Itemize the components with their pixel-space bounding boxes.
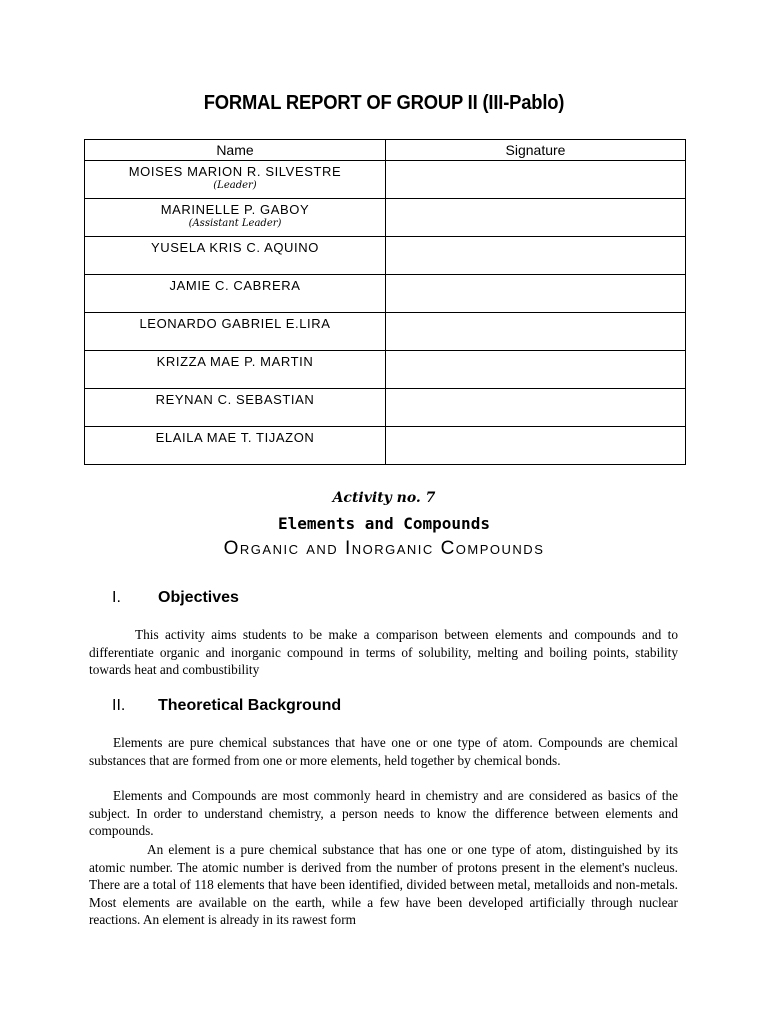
table-row [85,237,686,275]
signature-cell [386,199,686,237]
member-name-cell [85,389,386,427]
member-name: LEONARDO GABRIEL E.LIRA [139,316,331,331]
background-paragraph: An element is a pure chemical substance that has one or one type of atom, distinguished by its atomic number. The atomic number is derived from the number of protons present in the element's nucleus. There are a total of 118 elements that have been identified, divided between metal, metalloids and non-metals. Most elements are available on the earth, while a few have been developed artificially through nuclear reactions. An element is already in its rawest form [89,842,678,927]
member-name-cell [85,237,386,275]
member-name: YUSELA KRIS C. AQUINO [151,240,319,255]
objectives-paragraph: This activity aims students to be make a comparison between elements and compounds and to differentiate organic and inorganic compound in terms of solubility, melting and boiling points, stability towards heat and combustibility [89,627,678,677]
report-title: FORMAL REPORT OF GROUP II (III-Pablo) [203,92,565,114]
subject-heading: Elements and Compounds [278,514,490,533]
member-name-cell [85,313,386,351]
member-name-cell [85,161,386,199]
table-row [85,427,686,465]
member-role: (Assistant Leader) [188,218,282,229]
background-paragraph: Elements are pure chemical substances that have one or one type of atom. Compounds are chemical substances that are formed from one or more elements, held together by chemical bonds. [89,735,678,768]
signature-cell [386,313,686,351]
table-header-row [85,140,686,161]
section-number: I. [112,589,121,606]
member-role: (Leader) [213,180,257,191]
table-row [85,389,686,427]
signature-cell [386,389,686,427]
topic-heading: Organic and Inorganic Compounds [223,538,545,559]
signature-column-header: Signature [386,140,686,161]
member-name: REYNAN C. SEBASTIAN [155,392,315,407]
activity-number: Activity no. 7 [332,490,436,506]
section-title: Objectives [158,589,239,606]
members-table [84,139,686,465]
member-name-cell [85,275,386,313]
signature-cell [386,161,686,199]
table-row [85,161,686,199]
member-name: ELAILA MAE T. TIJAZON [155,430,315,445]
member-name: JAMIE C. CABRERA [169,278,301,293]
member-name: KRIZZA MAE P. MARTIN [156,354,314,369]
section-number: II. [112,697,126,714]
member-name-cell [85,351,386,389]
table-row [85,351,686,389]
table-row [85,313,686,351]
signature-cell [386,351,686,389]
table-row [85,199,686,237]
member-name: MARINELLE P. GABOY [160,202,310,217]
member-name: MOISES MARION R. SILVESTRE [128,164,342,179]
background-paragraph: Elements and Compounds are most commonly heard in chemistry and are considered as basics of the subject. In order to understand chemistry, a person needs to know the difference between elements and compounds. [89,788,678,838]
member-name-cell [85,427,386,465]
name-column-header: Name [85,140,386,161]
background-heading [112,697,341,715]
member-name-cell [85,199,386,237]
objectives-heading [112,589,239,607]
table-row [85,275,686,313]
signature-cell [386,427,686,465]
signature-cell [386,275,686,313]
signature-cell [386,237,686,275]
section-title: Theoretical Background [158,697,342,714]
